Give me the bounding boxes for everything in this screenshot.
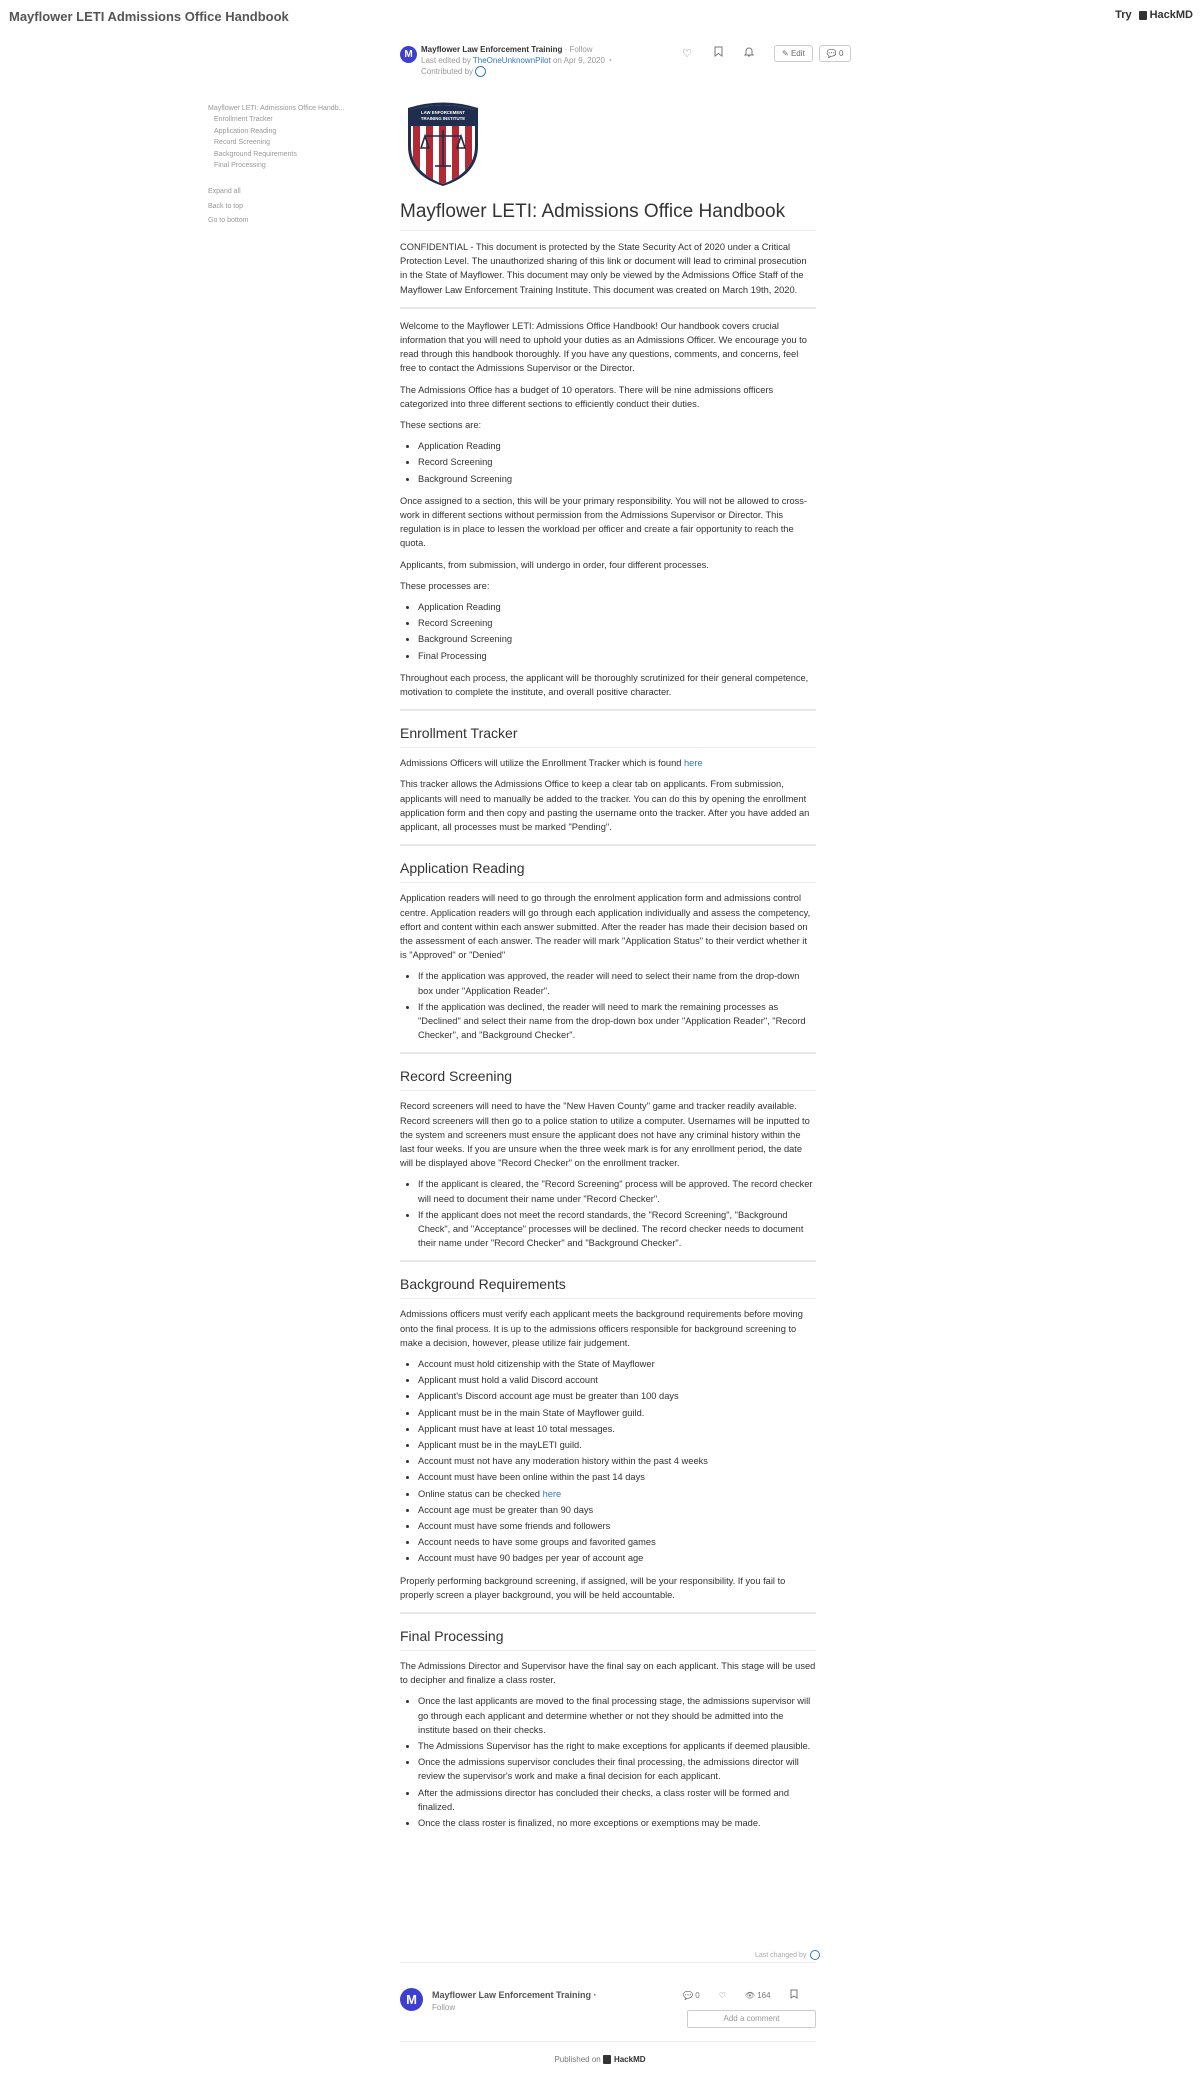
list-item: • Account must hold citizenship with the State of Mayflower — [418, 1357, 816, 1371]
divider — [400, 1052, 816, 1054]
final-list — [400, 1694, 816, 1830]
requirements-list — [400, 1357, 816, 1566]
footer-author-text[interactable]: Mayflower Law Enforcement Training — [432, 1990, 592, 2000]
body-paragraph: Once assigned to a section, this will be your primary responsibility. You will not be allowed to cross-work in different sections without permission from the Admissions Supervisor or Director. This regulation is in place to lessen the workload per officer and create a fair opportunity to reach the quota. — [400, 495, 808, 549]
views-count: 164 — [757, 1990, 771, 2000]
toc-controls — [208, 185, 344, 229]
try-label[interactable]: Try — [1115, 9, 1132, 21]
divider — [400, 1962, 816, 1963]
body-paragraph: These processes are: — [400, 580, 490, 591]
comment-count: 0 — [838, 49, 844, 58]
list-item: • Background Screening — [418, 632, 816, 646]
list-item — [418, 1487, 816, 1501]
list-item: • Account must have been online within the past 14 days — [418, 1470, 816, 1484]
doc-actions — [679, 45, 851, 62]
tracker-link[interactable]: here — [684, 758, 703, 769]
list-item: • Final Processing — [418, 649, 816, 663]
list-item: • Once the class roster is finalized, no more exceptions or exemptions may be made. — [418, 1816, 816, 1830]
enrollment-text: Admissions Officers will utilize the Enrollment Tracker which is found — [400, 758, 682, 769]
last-changed-label: Last changed by — [755, 1951, 807, 1959]
list-item: • If the application was declined, the reader will need to mark the remaining processes as "Declined" and select their name from the drop-down box under "Application Reader", "Record Checker", and "Background Checker". — [418, 1000, 816, 1043]
list-item: • If the applicant is cleared, the "Record Screening" process will be approved. The record checker will need to document their name under "Record Checker". — [418, 1177, 816, 1205]
heart-icon[interactable]: ♡ — [718, 1990, 726, 2000]
try-hackmd[interactable] — [1115, 9, 1193, 21]
comment-icon: 💬 — [683, 1990, 693, 2000]
table-of-contents — [208, 103, 344, 229]
body-paragraph: Application readers will need to go through the enrolment application form and admissions control centre. Application readers will go through each application individually and assess the competency, effort and content within each answer submitted. After the reader has made their decision based on the assessment of each answer. The reader will mark "Application Status" to their verdict whether it is "Approved" or "Denied" — [400, 893, 811, 961]
divider — [400, 709, 816, 711]
processes-list — [400, 600, 816, 663]
list-item: • The Admissions Supervisor has the right to make exceptions for applicants if deemed plausible. — [418, 1739, 816, 1753]
contributor-avatar[interactable] — [475, 66, 486, 77]
doc-meta: Mayflower Law Enforcement Training · Follow Last edited by TheOneUnknownPilot on Apr 9, 2020 ◔ Contributed by — [421, 45, 613, 76]
body-paragraph — [400, 756, 816, 770]
pencil-icon: ✎ — [782, 49, 789, 58]
toc-item-record[interactable]: Record Screening — [214, 139, 271, 147]
list-item: • Applicant must have at least 10 total messages. — [418, 1422, 816, 1436]
expand-all-link[interactable]: Expand all — [208, 188, 241, 196]
footer-author-name[interactable]: Mayflower Law Enforcement Training · — [432, 1990, 597, 2000]
toc-item-background[interactable]: Background Requirements — [214, 150, 297, 158]
last-changed-avatar[interactable] — [810, 1950, 820, 1960]
heading-application-reading: Application Reading — [400, 859, 816, 883]
divider — [400, 844, 816, 846]
toc-item-enrollment[interactable]: Enrollment Tracker — [214, 116, 273, 124]
logo-line2: TRAINING INSTITUTE — [420, 116, 466, 121]
editor-link[interactable]: TheOneUnknownPilot — [472, 56, 551, 65]
list-item: • Record Screening — [418, 616, 816, 630]
list-item: • Applicant's Discord account age must be greater than 100 days — [418, 1389, 816, 1403]
logo-line1: LAW ENFORCEMENT — [421, 110, 465, 115]
comments-stat[interactable] — [683, 1991, 700, 2000]
bookmark-icon[interactable] — [710, 46, 726, 62]
history-icon[interactable]: ◔ — [607, 56, 613, 65]
published-on — [0, 2055, 1200, 2064]
eye-icon: 👁 — [744, 1990, 755, 2000]
list-item: • If the applicant does not meet the record standards, the "Record Screening", "Background Check", and "Acceptance" processes will be declined. The record checker needs to document their name under "Record Checker" and "Background Checker". — [418, 1208, 816, 1251]
follow-link[interactable]: Follow — [569, 45, 593, 54]
back-to-top-link[interactable]: Back to top — [208, 202, 244, 210]
author-avatar[interactable]: M — [400, 46, 417, 63]
divider — [400, 1612, 816, 1614]
doc-stats — [683, 1989, 798, 2001]
footer-follow-link[interactable]: Follow — [432, 2003, 456, 2012]
comments-button[interactable] — [819, 45, 852, 62]
heart-icon[interactable]: ♡ — [682, 47, 692, 60]
bell-icon[interactable] — [741, 46, 757, 62]
heading-background-requirements: Background Requirements — [400, 1275, 816, 1299]
last-changed — [755, 1950, 820, 1960]
document-title: Mayflower LETI: Admissions Office Handbook — [400, 200, 816, 231]
hackmd-brand-text[interactable]: HackMD — [1149, 9, 1193, 21]
toc-item-final[interactable]: Final Processing — [214, 162, 266, 170]
intro-paragraph: Welcome to the Mayflower LETI: Admissions Office Handbook! Our handbook covers crucial information that you will need to uphold your duties as an Admissions Officer. We encourage you to read through this handbook thoroughly. If you have any questions, comments, and concerns, feel free to contact the Admissions Supervisor or the Director. — [400, 320, 807, 374]
list-item: • Once the last applicants are moved to the final processing stage, the admissions supervisor will go through each applicant and determine whether or not they should be admitted into the institute based on their checks. — [418, 1694, 816, 1737]
list-item: • Application Reading — [418, 600, 816, 614]
heading-record-screening: Record Screening — [400, 1067, 816, 1091]
author-name[interactable]: Mayflower Law Enforcement Training — [421, 45, 563, 54]
online-status-link[interactable]: here — [542, 1488, 562, 1499]
hackmd-icon — [1139, 11, 1147, 20]
list-item: • Account must not have any moderation history within the past 4 weeks — [418, 1454, 816, 1468]
toc-title[interactable]: Mayflower LETI: Admissions Office Handb... — [208, 105, 345, 112]
contributed-label: Contributed by — [421, 67, 474, 76]
body-paragraph: Throughout each process, the applicant will be thoroughly scrutinized for their general competence, motivation to complete the institute, and overall positive character. — [400, 672, 809, 698]
list-item: • Account must have some friends and followers — [418, 1519, 816, 1533]
body-paragraph: Properly performing background screening, if assigned, will be your responsibility. If you fail to properly screen a player background, you will be held accountable. — [400, 1575, 786, 1600]
bookmark-icon[interactable] — [790, 1989, 798, 2001]
hackmd-brand-footer[interactable]: HackMD — [613, 2055, 646, 2064]
document-body — [400, 100, 816, 1838]
list-item: • Application Reading — [418, 439, 816, 453]
hackmd-icon — [603, 2055, 611, 2064]
hackmd-brand[interactable] — [1139, 9, 1193, 21]
online-status-text: Online status can be checked — [418, 1488, 540, 1499]
edited-prefix: Last edited by — [421, 56, 471, 65]
top-bar — [0, 0, 1200, 30]
add-comment-button[interactable]: Add a comment — [687, 2010, 816, 2028]
institute-logo — [405, 102, 475, 184]
views-stat — [745, 1991, 771, 2000]
comments-count: 0 — [695, 1990, 700, 2000]
list-item: • Account needs to have some groups and favorited games — [418, 1535, 816, 1549]
list-item: • After the admissions director has concluded their checks, a class roster will be formed and finalized. — [418, 1786, 816, 1814]
body-paragraph: Applicants, from submission, will undergo in order, four different processes. — [400, 559, 709, 570]
list-item: • Background Screening — [418, 472, 816, 486]
page-title: Mayflower LETI Admissions Office Handbook — [9, 9, 289, 24]
heading-final-processing: Final Processing — [400, 1627, 816, 1651]
intro-paragraph: These sections are: — [400, 420, 482, 431]
list-item: • Applicant must hold a valid Discord account — [418, 1373, 816, 1387]
record-list — [400, 1177, 816, 1250]
edit-label: Edit — [790, 49, 805, 58]
edited-date: on Apr 9, 2020 — [552, 56, 605, 65]
divider — [400, 1260, 816, 1262]
toc-item-reading[interactable]: Application Reading — [214, 127, 277, 135]
body-paragraph: This tracker allows the Admissions Office to keep a clear tab on applicants. From submission, applicants will need to manually be added to the tracker. You can do this by opening the enrollment application form and then copy and pasting the username onto the tracker. After you have added an applicant, all processes must be marked "Pending". — [400, 779, 810, 833]
divider — [400, 307, 816, 309]
list-item: • Once the admissions supervisor concludes their final processing, the admissions director will review the supervisor's work and make a final decision for each applicant. — [418, 1755, 816, 1783]
author-avatar-large[interactable]: M — [400, 1988, 423, 2011]
intro-paragraph: The Admissions Office has a budget of 10 operators. There will be nine admissions officers categorized into three different sections to efficiently conduct their duties. — [400, 384, 774, 409]
reading-list — [400, 969, 816, 1042]
go-to-bottom-link[interactable]: Go to bottom — [208, 217, 249, 225]
list-item: • Record Screening — [418, 455, 816, 469]
list-item: • Account must have 90 badges per year of account age — [418, 1551, 816, 1565]
comment-icon: 💬 — [826, 49, 837, 58]
heading-enrollment-tracker: Enrollment Tracker — [400, 724, 816, 748]
body-paragraph: The Admissions Director and Supervisor have the final say on each applicant. This stage will be used to decipher and finalize a class roster. — [400, 1661, 816, 1686]
sections-list — [400, 439, 816, 486]
divider — [400, 2041, 816, 2042]
published-label: Published on — [554, 2055, 601, 2064]
list-item: • If the application was approved, the reader will need to select their name from the drop-down box under "Application Reader". — [418, 969, 816, 997]
list-item: • Applicant must be in the main State of Mayflower guild. — [418, 1406, 816, 1420]
list-item: • Account age must be greater than 90 days — [418, 1503, 816, 1517]
body-paragraph: Record screeners will need to have the "New Haven County" game and tracker readily available. Record screeners will then go to a police station to utilize a computer. Usernames will be inputted to the system and screeners must ensure the applicant does not have any criminal history within the last four weeks. If you are unsure when the three week mark is for any enrollment period, the date will be displayed above "Record Checker" on the enrollment tracker. — [400, 1101, 810, 1169]
edit-button[interactable] — [774, 45, 813, 62]
body-paragraph: Admissions officers must verify each applicant meets the background requirements before moving onto the final process. It is up to the admissions officers responsible for background screening to make a decision, however, please utilize fair judgement. — [400, 1309, 803, 1348]
confidential-notice: CONFIDENTIAL - This document is protected by the State Security Act of 2020 under a Critical Protection Level. The unauthorized sharing of this link or document will lead to criminal prosecution in the State of Mayflower. This document may only be viewed by the Admissions Office Staff of the Mayflower Law Enforcement Training Institute. This document was created on March 19th, 2020. — [400, 242, 807, 295]
list-item: • Applicant must be in the mayLETI guild. — [418, 1438, 816, 1452]
